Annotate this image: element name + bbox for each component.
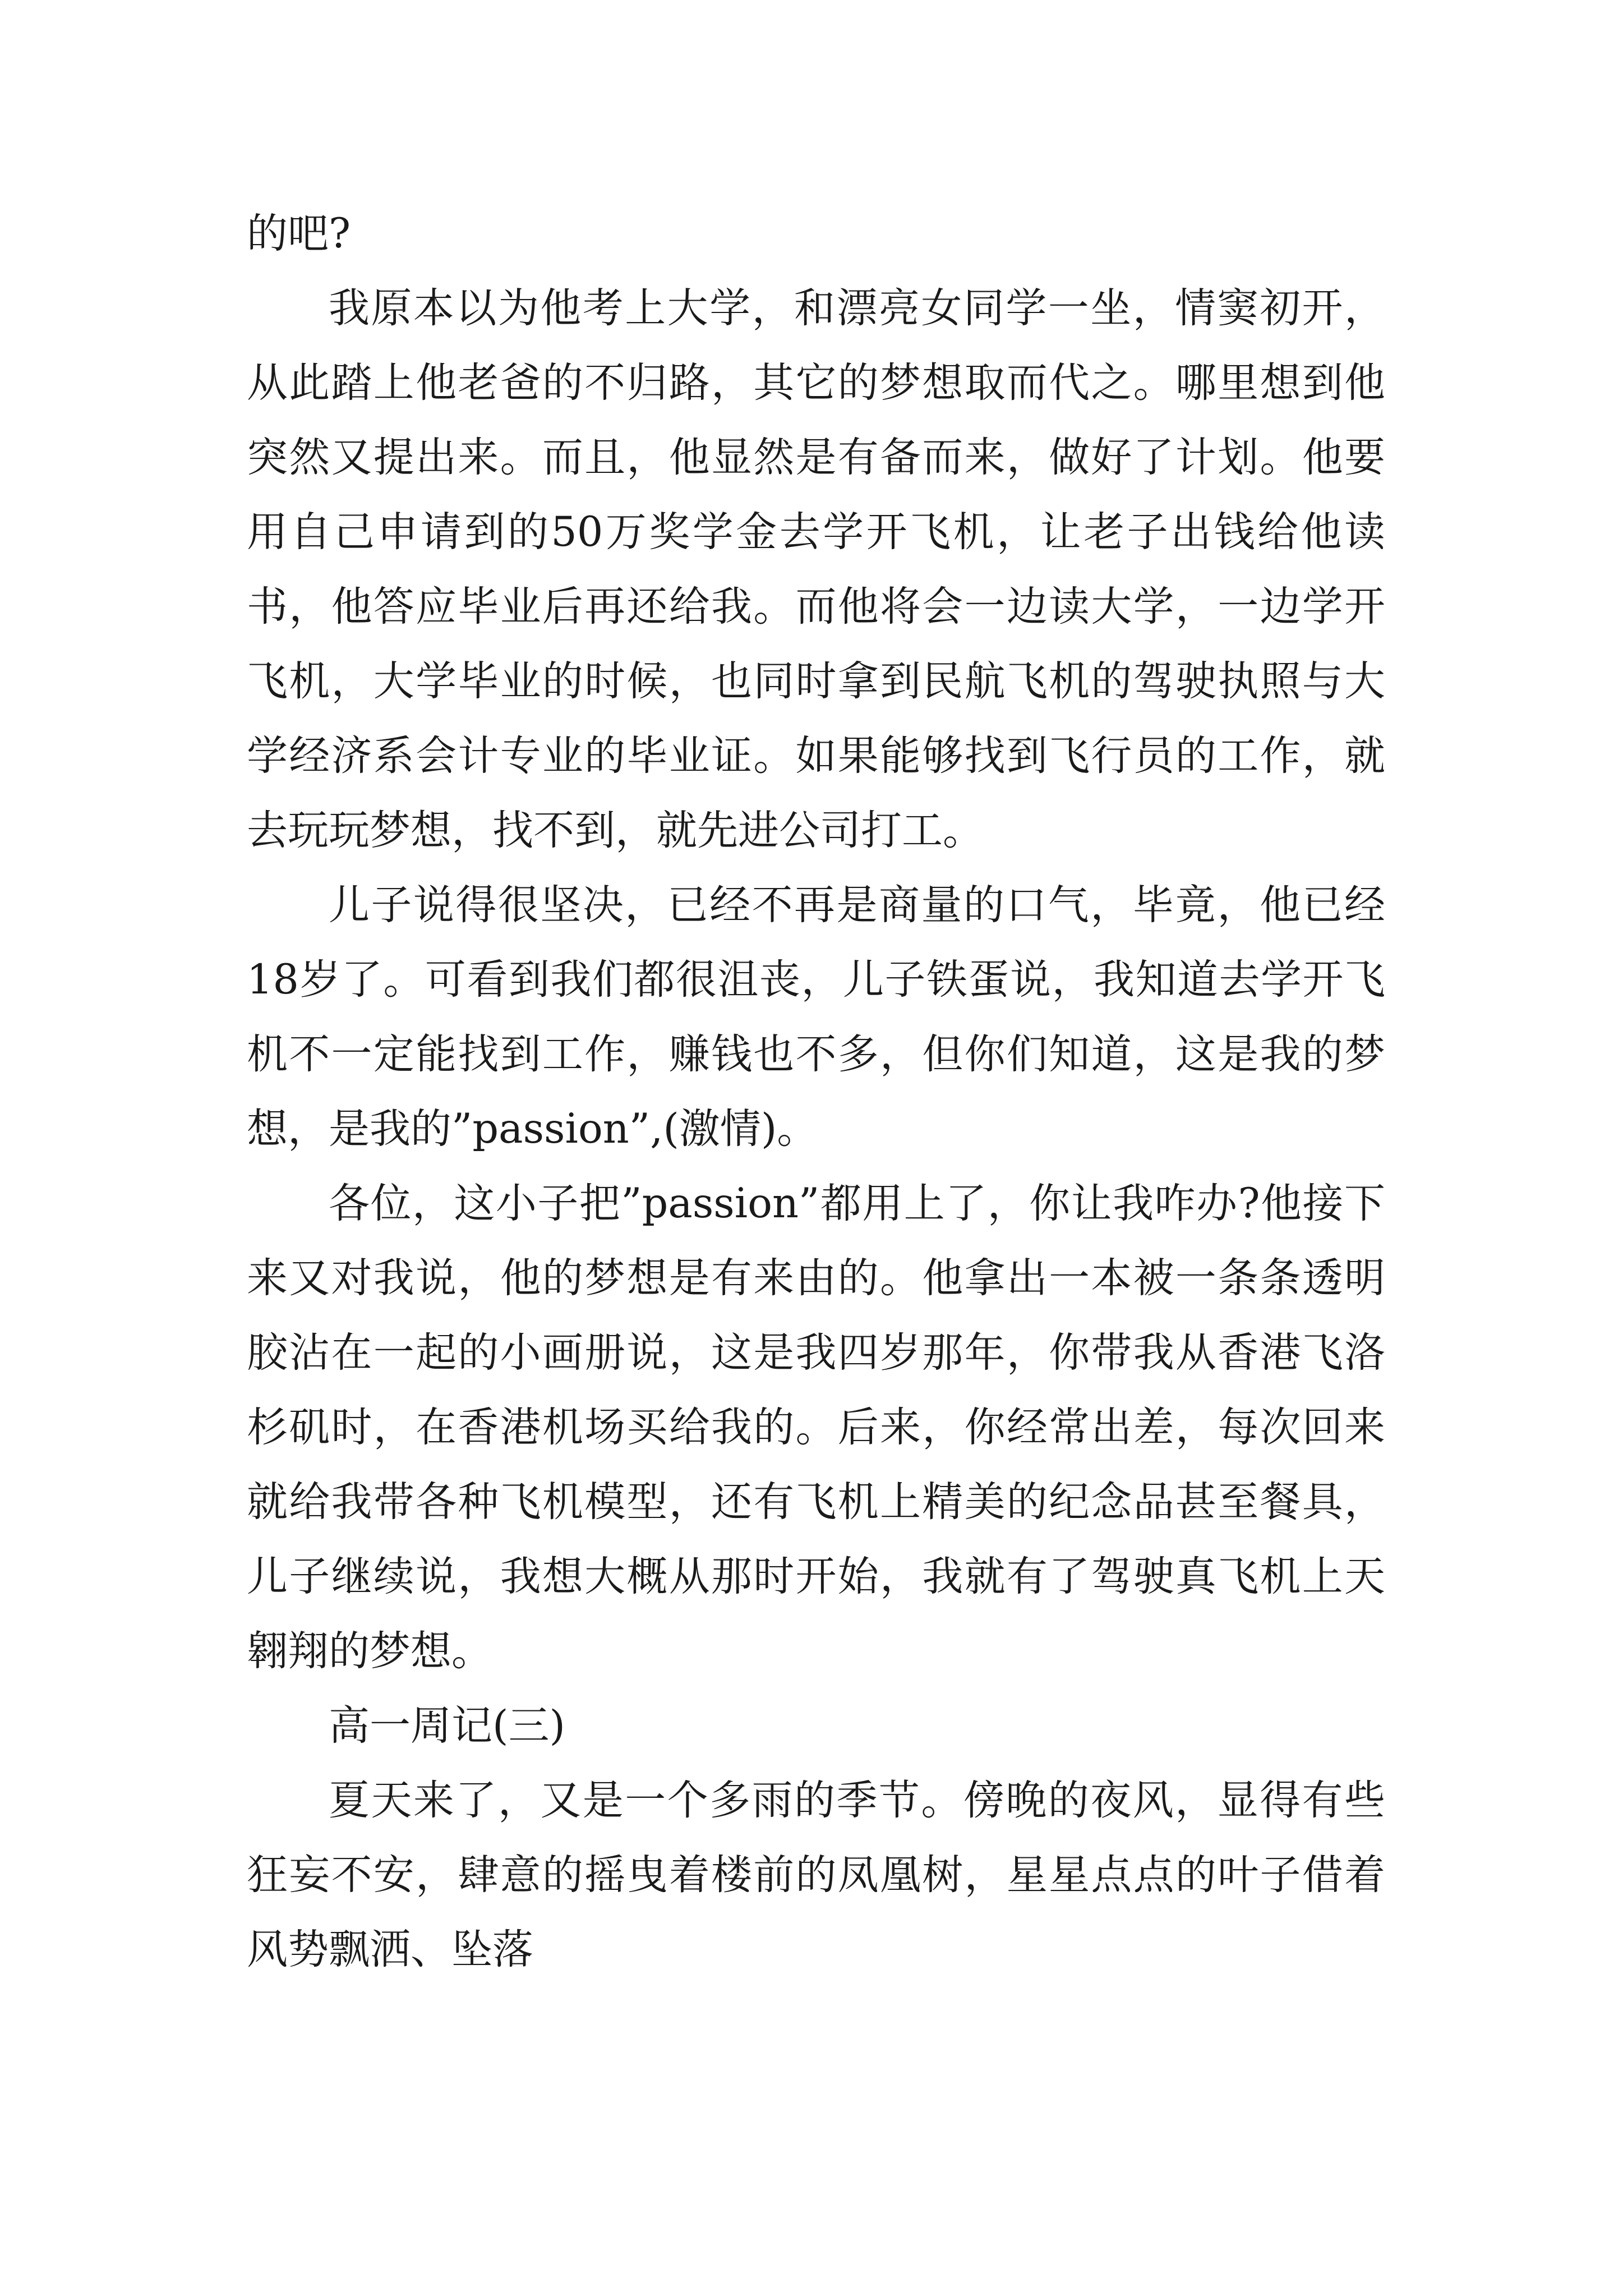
paragraph: 儿子说得很坚决，已经不再是商量的口气，毕竟，他已经18岁了。可看到我们都很沮丧，儿子铁蛋说，我知道去学开飞机不一定能找到工作，赚钱也不多，但你们知道，这是我的梦想，是我的”passion”,(激情)。 [247, 881, 1385, 1153]
section-heading: 高一周记(三) [329, 1702, 565, 1750]
paragraph: 各位，这小子把”passion”都用上了，你让我咋办?他接下来又对我说，他的梦想是有来由的。他拿出一本被一条条透明胶沾在一起的小画册说，这是我四岁那年，你带我从香港飞洛杉矶时，在香港机场买给我的。后来，你经常出差，每次回来就给我带各种飞机模型，还有飞机上精美的纪念品甚至餐具，儿子继续说，我想大概从那时开始，我就有了驾驶真飞机上天翱翔的梦想。 [247, 1180, 1385, 1675]
document-body [247, 196, 1385, 1987]
paragraph: 我原本以为他考上大学，和漂亮女同学一坐，情窦初开，从此踏上他老爸的不归路，其它的梦想取而代之。哪里想到他突然又提出来。而且，他显然是有备而来，做好了计划。他要用自己申请到的50万奖学金去学开飞机，让老子出钱给他读书，他答应毕业后再还给我。而他将会一边读大学，一边学开飞机，大学毕业的时候，也同时拿到民航飞机的驾驶执照与大学经济系会计专业的毕业证。如果能够找到飞行员的工作，就去玩玩梦想，找不到，就先进公司打工。 [247, 284, 1385, 854]
paragraph: 夏天来了，又是一个多雨的季节。傍晚的夜风，显得有些狂妄不安，肆意的摇曳着楼前的凤凰树，星星点点的叶子借着风势飘洒、坠落 [247, 1777, 1385, 1973]
paragraph: 的吧? [247, 210, 351, 257]
